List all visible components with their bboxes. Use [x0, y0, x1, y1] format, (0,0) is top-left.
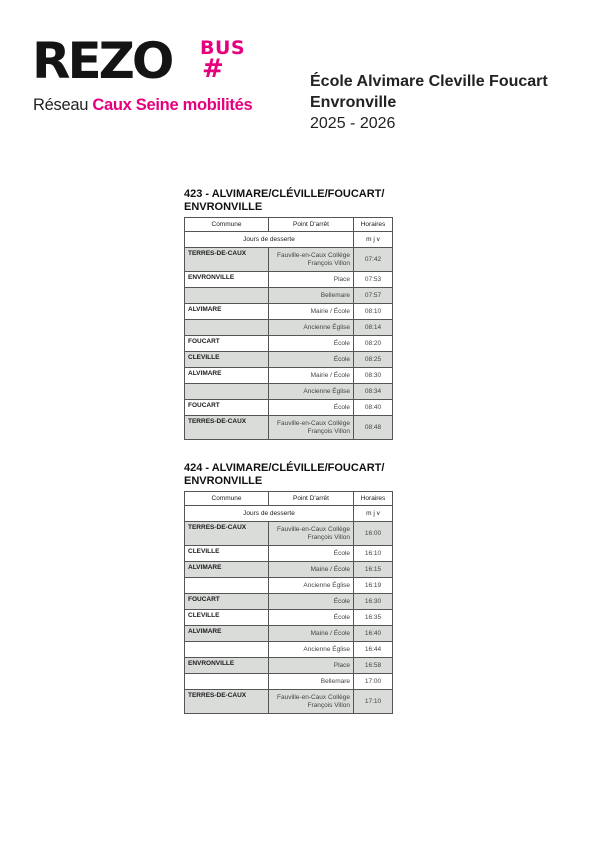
- time-cell: 16:00: [354, 522, 393, 546]
- stop-cell: École: [269, 336, 354, 352]
- stop-cell: École: [269, 352, 354, 368]
- days-label: Jours de desserte: [185, 232, 354, 248]
- commune-cell: TERRES-DE-CAUX: [185, 690, 269, 714]
- commune-cell: [185, 674, 269, 690]
- commune-cell: TERRES-DE-CAUX: [185, 416, 269, 440]
- stop-cell: Place: [269, 658, 354, 674]
- time-cell: 08:20: [354, 336, 393, 352]
- days-value: m j v: [354, 506, 393, 522]
- stop-cell: Fauville-en-Caux Collège François Villon: [269, 522, 354, 546]
- table-row: [185, 304, 393, 320]
- logo-bus-label: BUS: [200, 37, 246, 59]
- stop-cell: École: [269, 610, 354, 626]
- commune-cell: CLEVILLE: [185, 610, 269, 626]
- timetable: [184, 217, 393, 440]
- days-row: [185, 506, 393, 522]
- time-cell: 16:10: [354, 546, 393, 562]
- days-value: m j v: [354, 232, 393, 248]
- table-row: [185, 352, 393, 368]
- stop-cell: Mairie / École: [269, 304, 354, 320]
- time-cell: 08:48: [354, 416, 393, 440]
- table-row: [185, 690, 393, 714]
- table-row: [185, 336, 393, 352]
- table-row: [185, 642, 393, 658]
- commune-cell: CLEVILLE: [185, 546, 269, 562]
- table-row: [185, 658, 393, 674]
- network-brand: Caux Seine mobilités: [92, 96, 253, 114]
- line-424: [184, 462, 392, 714]
- header-commune: Commune: [185, 218, 269, 232]
- time-cell: 08:10: [354, 304, 393, 320]
- header-time: Horaires: [354, 492, 393, 506]
- table-row: [185, 288, 393, 304]
- commune-cell: FOUCART: [185, 400, 269, 416]
- stop-cell: École: [269, 400, 354, 416]
- time-cell: 08:40: [354, 400, 393, 416]
- time-cell: 16:58: [354, 658, 393, 674]
- table-row: [185, 522, 393, 546]
- stop-cell: Bellemare: [269, 674, 354, 690]
- days-label: Jours de desserte: [185, 506, 354, 522]
- network-name: [33, 95, 252, 115]
- commune-cell: [185, 288, 269, 304]
- time-cell: 16:30: [354, 594, 393, 610]
- commune-cell: ALVIMARE: [185, 304, 269, 320]
- commune-cell: ALVIMARE: [185, 562, 269, 578]
- stop-cell: Fauville-en-Caux Collège François Villon: [269, 416, 354, 440]
- stop-cell: Ancienne Église: [269, 384, 354, 400]
- commune-cell: [185, 642, 269, 658]
- stop-cell: Ancienne Église: [269, 578, 354, 594]
- line-title: 423 - ALVIMARE/CLÉVILLE/FOUCART/ ENVRONVILLE: [184, 188, 385, 213]
- time-cell: 16:15: [354, 562, 393, 578]
- stop-cell: Mairie / École: [269, 562, 354, 578]
- stop-cell: Ancienne Église: [269, 642, 354, 658]
- table-row: [185, 416, 393, 440]
- time-cell: 08:14: [354, 320, 393, 336]
- header-stop: Point D'arrêt: [269, 492, 354, 506]
- stop-cell: Mairie / École: [269, 368, 354, 384]
- table-row: [185, 674, 393, 690]
- timetable: [184, 491, 393, 714]
- commune-cell: ALVIMARE: [185, 368, 269, 384]
- table-row: [185, 320, 393, 336]
- time-cell: 08:25: [354, 352, 393, 368]
- line-title: 424 - ALVIMARE/CLÉVILLE/FOUCART/ ENVRONVILLE: [184, 462, 385, 487]
- commune-cell: ENVRONVILLE: [185, 272, 269, 288]
- commune-cell: ENVRONVILLE: [185, 658, 269, 674]
- header-time: Horaires: [354, 218, 393, 232]
- commune-cell: TERRES-DE-CAUX: [185, 248, 269, 272]
- commune-cell: CLEVILLE: [185, 352, 269, 368]
- days-row: [185, 232, 393, 248]
- table-row: [185, 400, 393, 416]
- table-row: [185, 562, 393, 578]
- commune-cell: FOUCART: [185, 336, 269, 352]
- time-cell: 16:40: [354, 626, 393, 642]
- time-cell: 17:00: [354, 674, 393, 690]
- logo-hash-icon: #: [202, 54, 224, 84]
- table-row: [185, 368, 393, 384]
- time-cell: 08:30: [354, 368, 393, 384]
- commune-cell: [185, 384, 269, 400]
- time-cell: 16:35: [354, 610, 393, 626]
- time-cell: 16:44: [354, 642, 393, 658]
- time-cell: 17:10: [354, 690, 393, 714]
- table-row: [185, 626, 393, 642]
- stop-cell: École: [269, 546, 354, 562]
- time-cell: 07:53: [354, 272, 393, 288]
- network-prefix: Réseau: [33, 96, 89, 114]
- school-year: 2025 - 2026: [310, 115, 396, 132]
- line-423: [184, 188, 392, 440]
- time-cell: 08:34: [354, 384, 393, 400]
- table-row: [185, 578, 393, 594]
- time-cell: 16:19: [354, 578, 393, 594]
- town-name: Envronville: [310, 94, 397, 111]
- stop-cell: École: [269, 594, 354, 610]
- stop-cell: Fauville-en-Caux Collège François Villon: [269, 690, 354, 714]
- commune-cell: FOUCART: [185, 594, 269, 610]
- table-row: [185, 594, 393, 610]
- commune-cell: TERRES-DE-CAUX: [185, 522, 269, 546]
- commune-cell: [185, 320, 269, 336]
- stop-cell: Place: [269, 272, 354, 288]
- table-row: [185, 384, 393, 400]
- rezo-bus-logo: [32, 32, 272, 120]
- table-row: [185, 610, 393, 626]
- stop-cell: Ancienne Église: [269, 320, 354, 336]
- stop-cell: Fauville-en-Caux Collège François Villon: [269, 248, 354, 272]
- logo-wordmark: REZO: [32, 32, 172, 90]
- document-title: [310, 71, 548, 134]
- commune-cell: ALVIMARE: [185, 626, 269, 642]
- table-row: [185, 546, 393, 562]
- table-row: [185, 248, 393, 272]
- time-cell: 07:42: [354, 248, 393, 272]
- commune-cell: [185, 578, 269, 594]
- header-stop: Point D'arrêt: [269, 218, 354, 232]
- stop-cell: Mairie / École: [269, 626, 354, 642]
- school-name: École Alvimare Cleville Foucart: [310, 73, 548, 90]
- time-cell: 07:57: [354, 288, 393, 304]
- stop-cell: Bellemare: [269, 288, 354, 304]
- header-commune: Commune: [185, 492, 269, 506]
- table-row: [185, 272, 393, 288]
